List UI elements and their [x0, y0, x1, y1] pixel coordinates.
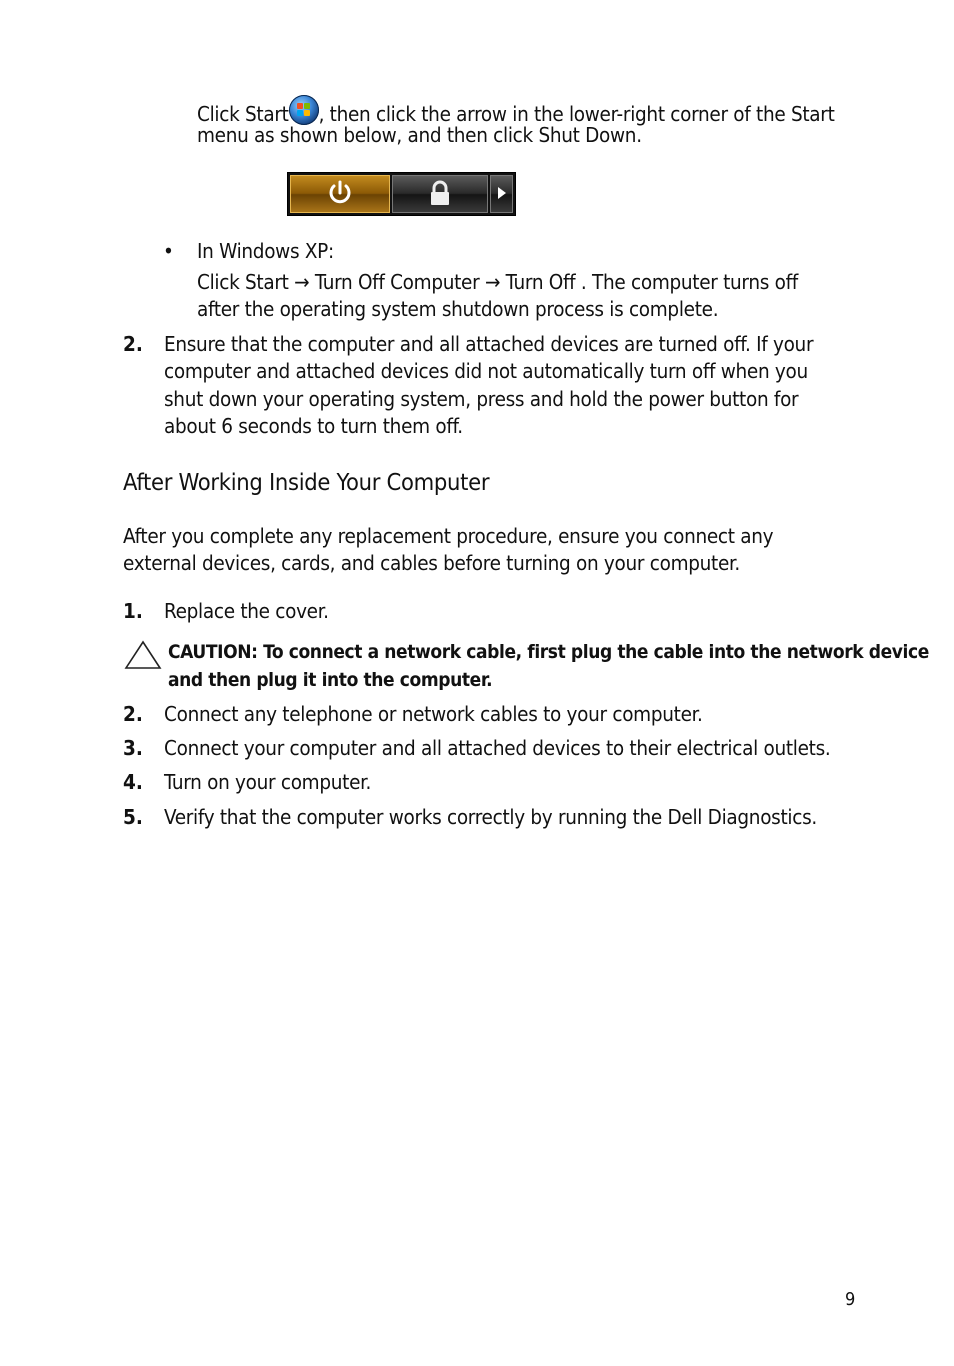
step-2-before-line-2: computer and attached devices did not automatically turn off when you: [164, 359, 808, 383]
step-5-number: 5.: [123, 805, 143, 829]
step-2-number: 2.: [123, 702, 143, 726]
shutdown-arrow-segment: [490, 175, 513, 213]
step-3-text: Connect your computer and all attached devices to their electrical outlets.: [164, 736, 831, 760]
start-ui-term: Start: [245, 102, 289, 126]
step-1-text: Replace the cover.: [164, 599, 329, 623]
lock-button-segment: [392, 175, 488, 213]
section-intro-line-1: After you complete any replacement procedure, ensure you connect any: [123, 524, 774, 548]
section-heading: After Working Inside Your Computer: [123, 468, 490, 496]
click-text: Click: [197, 102, 246, 126]
windows-start-orb-icon: [289, 95, 319, 125]
xp-bullet: •: [163, 239, 174, 263]
step-4-number: 4.: [123, 770, 143, 794]
section-intro-line-2: external devices, cards, and cables before turning on your computer.: [123, 551, 740, 575]
caution-line-2: and then plug it into the computer.: [168, 669, 493, 691]
step-3-number: 3.: [123, 736, 143, 760]
xp-instruction-line1: [197, 269, 798, 297]
xp-arrow-1: →: [288, 270, 315, 294]
caution-triangle-icon: [124, 640, 162, 670]
step-1-number: 1.: [123, 599, 143, 623]
shut-down-ui-term: Shut Down: [538, 123, 637, 147]
step-2-before-line-1: Ensure that the computer and all attached devices are turned off. If your: [164, 332, 814, 356]
start-ui-term-2: Start: [790, 102, 835, 126]
step-2-before-line-4: about 6 seconds to turn them off.: [164, 414, 463, 438]
lock-icon: [392, 175, 488, 211]
xp-start-ui-term: Start: [245, 270, 289, 294]
step-5-text: Verify that the computer works correctly by running the Dell Diagnostics.: [164, 805, 817, 829]
period: .: [636, 123, 642, 147]
arrow-right-icon: [490, 175, 513, 211]
xp-label: In Windows XP:: [197, 239, 334, 263]
xp-arrow-2: →: [479, 270, 506, 294]
power-icon: [290, 175, 390, 211]
xp-click-text: Click: [197, 270, 246, 294]
power-button-segment: [290, 175, 390, 213]
step-4-text: Turn on your computer.: [164, 770, 372, 794]
win7-instruction-line2: [197, 122, 642, 150]
xp-rest-text: . The computer turns off: [575, 270, 798, 294]
step-2-before-line-3: shut down your operating system, press and hold the power button for: [164, 387, 799, 411]
page-number: 9: [845, 1289, 856, 1310]
shutdown-menu-image: [287, 172, 516, 216]
step-2-text: Connect any telephone or network cables to your computer.: [164, 702, 703, 726]
menu-text: menu as shown below, and then click: [197, 123, 539, 147]
step-2-before-number: 2.: [123, 332, 143, 356]
xp-turn-off-computer-ui-term: Turn Off Computer: [314, 270, 480, 294]
win7-instruction-rest: , then click the arrow in the lower-right corner of the: [318, 102, 791, 126]
caution-line-1: CAUTION: To connect a network cable, first plug the cable into the network device: [168, 641, 929, 663]
xp-turn-off-ui-term: Turn Off: [505, 270, 576, 294]
xp-instruction-line2: after the operating system shutdown process is complete.: [197, 297, 719, 321]
